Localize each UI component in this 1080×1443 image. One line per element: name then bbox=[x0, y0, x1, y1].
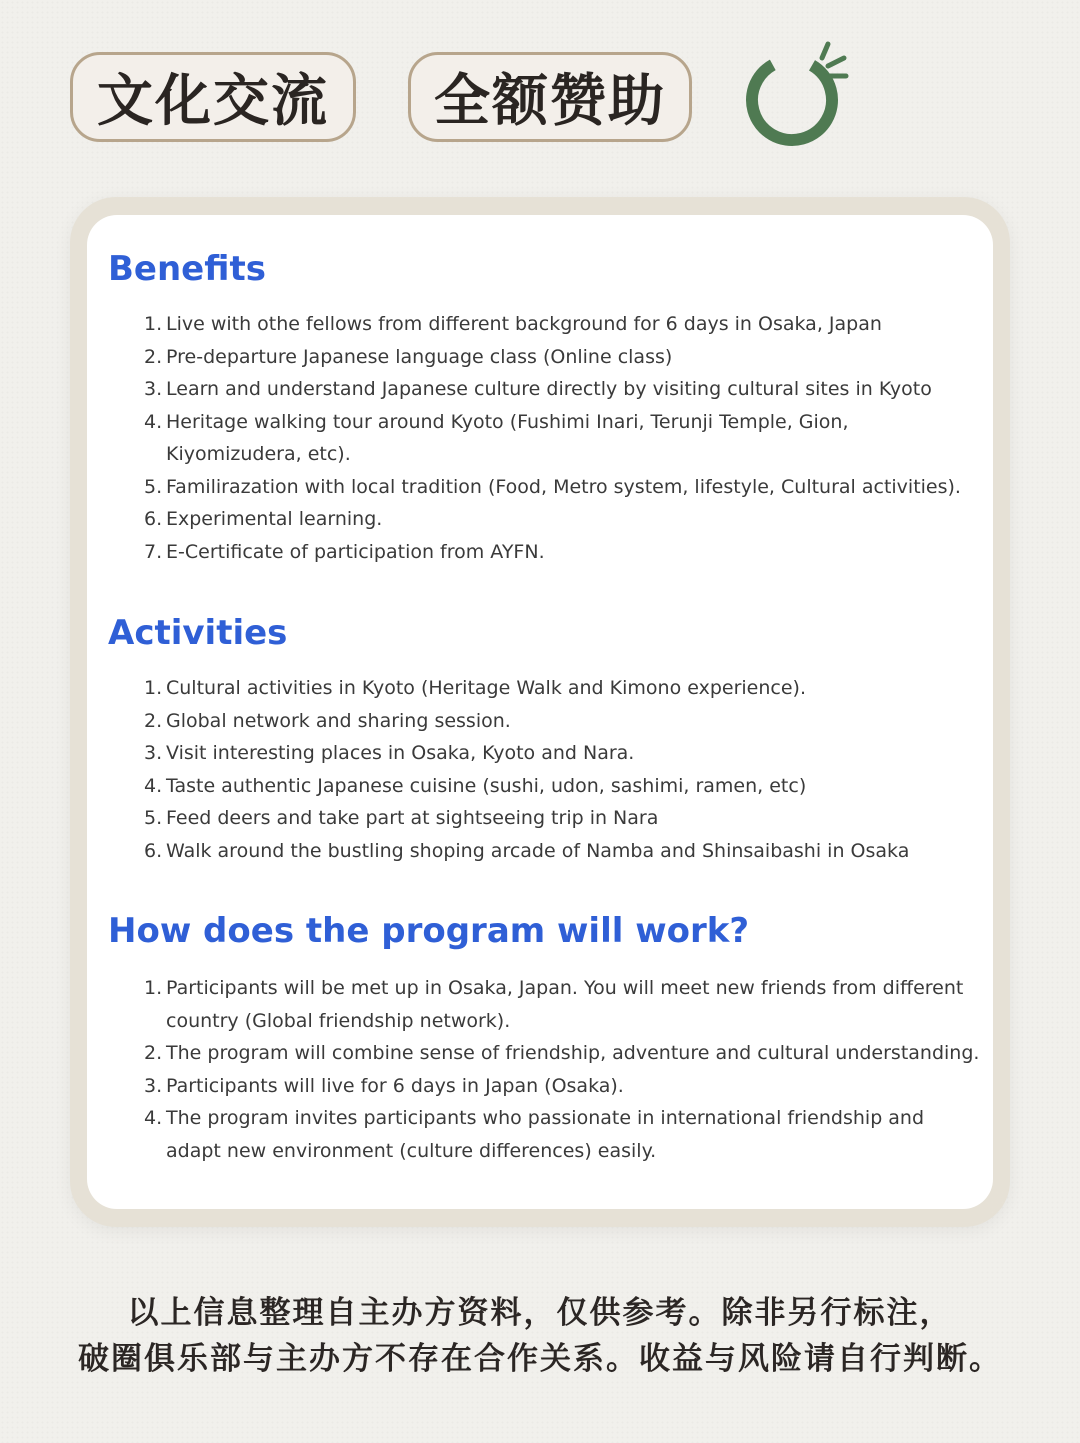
activities-list bbox=[108, 672, 980, 867]
list-item-text: E-Certificate of participation from AYFN. bbox=[166, 540, 545, 563]
list-item bbox=[108, 672, 980, 705]
list-item bbox=[108, 308, 980, 341]
list-item-text: Taste authentic Japanese cuisine (sushi, udon, sashimi, ramen, etc) bbox=[166, 774, 807, 797]
list-item-text: Feed deers and take part at sightseeing trip in Nara bbox=[166, 807, 659, 829]
list-item-text: Global network and sharing session. bbox=[166, 709, 511, 732]
list-item bbox=[108, 1070, 980, 1103]
disclaimer-line-1: 以上信息整理自主办方资料，仅供参考。除非另行标注， bbox=[127, 1295, 953, 1331]
list-item bbox=[108, 373, 980, 406]
list-item-text: Experimental learning. bbox=[166, 508, 383, 530]
list-item-number: 4. bbox=[144, 774, 163, 797]
disclaimer-line-2: 破圈俱乐部与主办方不存在合作关系。收益与风险请自行判断。 bbox=[78, 1341, 1002, 1377]
ring-logo-icon bbox=[740, 38, 852, 150]
list-item bbox=[108, 1102, 980, 1167]
disclaimer bbox=[0, 1290, 1080, 1382]
list-item-number: 4. bbox=[144, 410, 163, 433]
how-list bbox=[108, 972, 980, 1167]
list-item-text: Walk around the bustling shoping arcade of Namba and Shinsaibashi in Osaka bbox=[166, 839, 910, 862]
section-benefits bbox=[108, 246, 980, 568]
section-title-benefits: Benefits bbox=[108, 249, 266, 289]
list-item-number: 5. bbox=[144, 807, 163, 829]
list-item bbox=[108, 1037, 980, 1070]
list-item-number: 1. bbox=[144, 677, 163, 699]
list-item bbox=[108, 406, 980, 471]
list-item-number: 1. bbox=[144, 977, 163, 999]
list-item-text: Participants will be met up in Osaka, Japan. You will meet new friends from different country (Global friendship network). bbox=[166, 977, 964, 1032]
section-title-how: How does the program will work? bbox=[108, 911, 750, 951]
list-item-number: 4. bbox=[144, 1107, 163, 1129]
list-item-number: 6. bbox=[144, 839, 163, 862]
list-item-number: 2. bbox=[144, 709, 163, 732]
list-item-number: 3. bbox=[144, 1074, 163, 1097]
list-item-text: Visit interesting places in Osaka, Kyoto and Nara. bbox=[166, 742, 635, 764]
list-item bbox=[108, 503, 980, 536]
list-item-text: The program invites participants who passionate in international friendship and adapt new environment (culture differences) easily. bbox=[166, 1107, 925, 1162]
list-item bbox=[108, 835, 980, 868]
list-item-text: Live with othe fellows from different background for 6 days in Osaka, Japan bbox=[166, 313, 882, 335]
list-item bbox=[108, 770, 980, 803]
list-item bbox=[108, 705, 980, 738]
list-item bbox=[108, 471, 980, 504]
list-item-text: Familirazation with local tradition (Food, Metro system, lifestyle, Cultural activities). bbox=[166, 475, 961, 498]
list-item bbox=[108, 737, 980, 770]
list-item-text: Learn and understand Japanese culture directly by visiting cultural sites in Kyoto bbox=[166, 378, 932, 400]
tag-cultural-exchange: 文化交流 bbox=[70, 52, 356, 142]
list-item-text: Cultural activities in Kyoto (Heritage Walk and Kimono experience). bbox=[166, 677, 806, 699]
list-item-number: 7. bbox=[144, 540, 163, 563]
list-item bbox=[108, 536, 980, 569]
list-item bbox=[108, 341, 980, 374]
list-item-number: 2. bbox=[144, 1042, 163, 1064]
section-title-activities: Activities bbox=[108, 613, 288, 653]
list-item-text: Participants will live for 6 days in Japan (Osaka). bbox=[166, 1074, 624, 1097]
benefits-list bbox=[108, 308, 980, 568]
section-how-it-works bbox=[108, 908, 980, 1167]
list-item-number: 3. bbox=[144, 378, 163, 400]
section-activities bbox=[108, 610, 980, 867]
list-item-text: Pre-departure Japanese language class (Online class) bbox=[166, 345, 673, 368]
list-item bbox=[108, 972, 980, 1037]
list-item bbox=[108, 802, 980, 835]
list-item-number: 6. bbox=[144, 508, 163, 530]
list-item-text: The program will combine sense of friendship, adventure and cultural understanding. bbox=[166, 1042, 980, 1064]
list-item-number: 2. bbox=[144, 345, 163, 368]
tag-full-sponsorship: 全额赞助 bbox=[408, 52, 692, 142]
list-item-number: 1. bbox=[144, 313, 163, 335]
list-item-number: 5. bbox=[144, 475, 163, 498]
list-item-number: 3. bbox=[144, 742, 163, 764]
list-item-text: Heritage walking tour around Kyoto (Fushimi Inari, Terunji Temple, Gion, Kiyomizudera, etc). bbox=[166, 410, 849, 465]
